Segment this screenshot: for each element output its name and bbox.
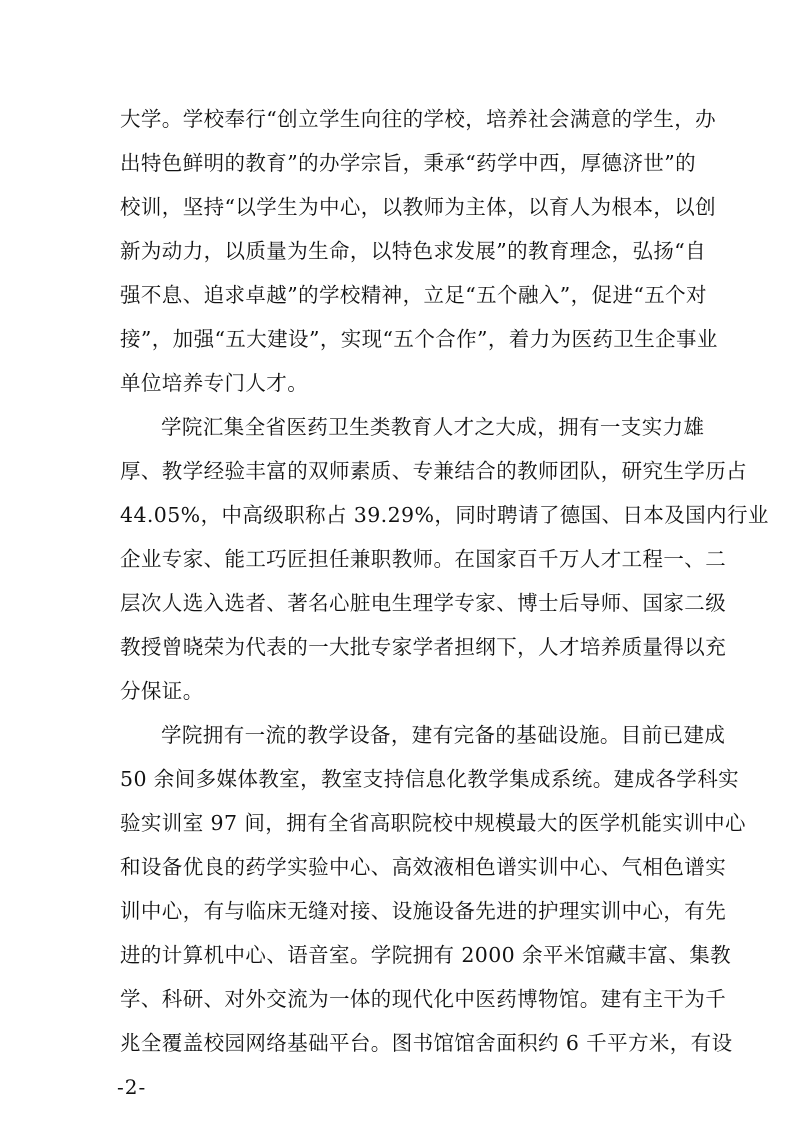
text-line: 教授曾晓荣为代表的一大批专家学者担纲下，人才培养质量得以充 — [120, 635, 727, 659]
text-line: 接”，加强“五大建设”，实现“五个合作”，着力为医药卫生企事业 — [120, 327, 718, 351]
text-line: 单位培养专门人才。 — [120, 371, 309, 395]
text-line: 和设备优良的药学实验中心、高效液相色谱实训中心、气相色谱实 — [120, 855, 727, 879]
text-line: 验实训室 97 间，拥有全省高职院校中规模最大的医学机能实训中心 — [120, 811, 746, 835]
text-line: 训中心，有与临床无缝对接、设施设备先进的护理实训中心，有先 — [120, 899, 727, 923]
text-line: 50 余间多媒体教室，教室支持信息化教学集成系统。建成各学科实 — [120, 767, 739, 791]
text-line: 出特色鲜明的教育”的办学宗旨，秉承“药学中西，厚德济世”的 — [120, 151, 697, 175]
text-line: 大学。学校奉行“创立学生向往的学校，培养社会满意的学生，办 — [120, 107, 717, 131]
paragraph-first-line: 学院汇集全省医药卫生类教育人才之大成，拥有一支实力雄 — [161, 415, 705, 439]
text-line: 厚、教学经验丰富的双师素质、专兼结合的教师团队，研究生学历占 — [120, 459, 747, 483]
text-line: 44.05%，中高级职称占 39.29%，同时聘请了德国、日本及国内行业 — [120, 503, 769, 527]
paragraph-first-line: 学院拥有一流的教学设备，建有完备的基础设施。目前已建成 — [161, 723, 726, 747]
text-line: 校训，坚持“以学生为中心，以教师为主体，以育人为根本，以创 — [120, 195, 717, 219]
text-line: 学、科研、对外交流为一体的现代化中医药博物馆。建有主干为千 — [120, 987, 727, 1011]
text-line: 分保证。 — [120, 679, 204, 703]
text-line: 层次人选入选者、著名心脏电生理学专家、博士后导师、国家二级 — [120, 591, 727, 615]
text-line: 强不息、追求卓越”的学校精神，立足“五个融入”，促进“五个对 — [120, 283, 707, 307]
text-line: 兆全覆盖校园网络基础平台。图书馆馆舍面积约 6 千平方米，有设 — [120, 1031, 733, 1055]
text-line: 企业专家、能工巧匠担任兼职教师。在国家百千万人才工程一、二 — [120, 547, 727, 571]
page-number: -2- — [117, 1075, 147, 1099]
text-line: 新为动力，以质量为生命，以特色求发展”的教育理念，弘扬“自 — [120, 239, 707, 263]
text-line: 进的计算机中心、语音室。学院拥有 2000 余平米馆藏丰富、集教 — [120, 943, 732, 967]
